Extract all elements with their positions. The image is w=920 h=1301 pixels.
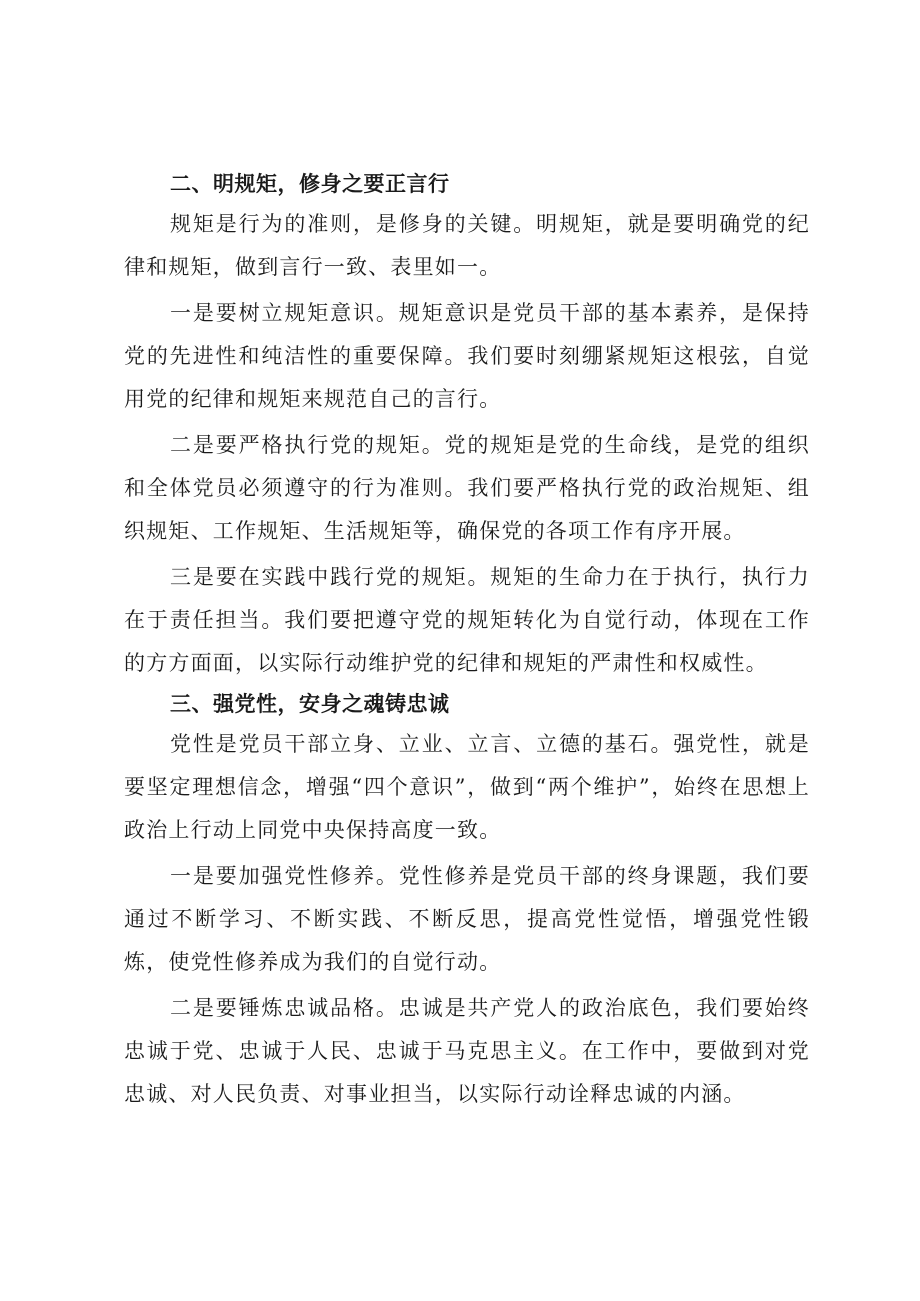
paragraph: 党性是党员干部立身、立业、立言、立德的基石。强党性，就是要坚定理想信念，增强“四个意识”，做到“两个维护”，始终在思想上政治上行动上同党中央保持高度一致。 bbox=[124, 732, 810, 842]
paragraph: 规矩是行为的准则，是修身的关键。明规矩，就是要明确党的纪律和规矩，做到言行一致、表里如一。 bbox=[124, 212, 810, 279]
paragraph: 二是要锤炼忠诚品格。忠诚是共产党人的政治底色，我们要始终忠诚于党、忠诚于人民、忠诚于马克思主义。在工作中，要做到对党忠诚、对人民负责、对事业担当，以实际行动诠释忠诚的内涵。 bbox=[124, 996, 810, 1106]
paragraph: 二是要严格执行党的规矩。党的规矩是党的生命线，是党的组织和全体党员必须遵守的行为准则。我们要严格执行党的政治规矩、组织规矩、工作规矩、生活规矩等，确保党的各项工作有序开展。 bbox=[124, 433, 810, 543]
paragraph: 一是要树立规矩意识。规矩意识是党员干部的基本素养，是保持党的先进性和纯洁性的重要保障。我们要时刻绷紧规矩这根弦，自觉用党的纪律和规矩来规范自己的言行。 bbox=[124, 301, 810, 411]
section-discipline bbox=[124, 168, 810, 685]
section-heading: 三、强党性，安身之魂铸忠诚 bbox=[170, 692, 450, 716]
paragraph: 三是要在实践中践行党的规矩。规矩的生命力在于执行，执行力在于责任担当。我们要把遵守党的规矩转化为自觉行动，体现在工作的方方面面，以实际行动维护党的纪律和规矩的严肃性和权威性。 bbox=[124, 565, 810, 675]
section-heading: 二、明规矩，修身之要正言行 bbox=[170, 172, 450, 196]
paragraph: 一是要加强党性修养。党性修养是党员干部的终身课题，我们要通过不断学习、不断实践、不断反思，提高党性觉悟，增强党性锻炼，使党性修养成为我们的自觉行动。 bbox=[124, 864, 810, 974]
document-page bbox=[124, 168, 810, 1119]
section-party-spirit bbox=[124, 688, 810, 1116]
